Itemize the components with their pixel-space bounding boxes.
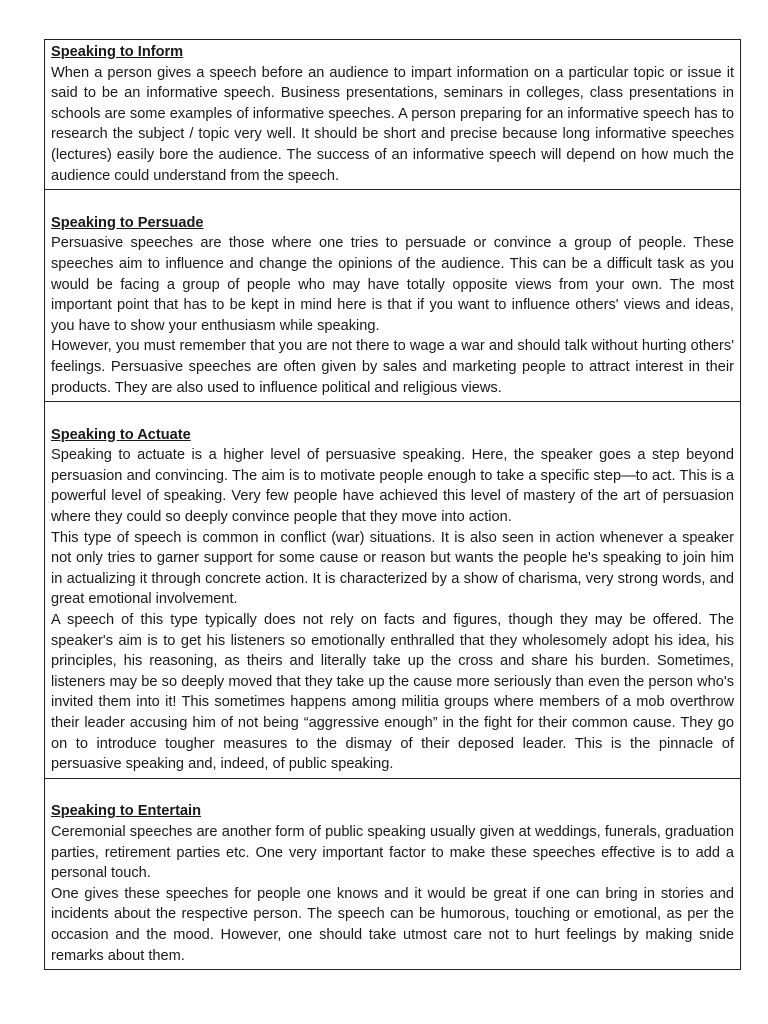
paragraph: One gives these speeches for people one knows and it would be great if one can bring in stories and incidents about the respective person. The speech can be humorous, touching or emotional, as per the occasion and the mood. However, one should take utmost care not to hurt feelings by making snide remarks about them. — [51, 885, 734, 964]
section-row-entertain — [45, 778, 741, 969]
section-row-persuade — [45, 190, 741, 402]
paragraph: A speech of this type typically does not rely on facts and figures, though they may be offered. The speaker's aim is to get his listeners so emotionally enthralled that they wholesomely adopt his idea, his principles, his reasoning, as theirs and literally take up the cross and share his burden. Sometimes, listeners may be so deeply moved that they take up the cause more seriously than even the person who's invited them into it! This sometimes happens among militia groups where members of a mob overthrow their leader accusing him of not being “aggressive enough” in the fight for their common cause. They go on to introduce tougher measures to the dismay of their deposed leader. This is the pinnacle of persuasive speaking and, indeed, of public speaking. — [51, 612, 734, 773]
paragraph: When a person gives a speech before an audience to impart information on a particular topic or issue it said to be an informative speech. Business presentations, seminars in colleges, class presentations in schools are some examples of informative speeches. A person preparing for an informative speech has to research the subject / topic very well. It should be short and precise because long informative speeches (lectures) easily bore the audience. The success of an informative speech will depend on how much the audience could understand from the speech. — [51, 64, 734, 184]
paragraph: Persuasive speeches are those where one tries to persuade or convince a group of people. These speeches aim to influence and change the opinions of the audience. This can be a difficult task as you would be facing a group of people who may have totally opposite views from your own. The most important point that has to be kept in mind here is that if you want to influence others' views and ideas, you have to show your enthusiasm while speaking. — [51, 235, 734, 334]
section-cell — [45, 190, 741, 402]
section-title: Speaking to Inform — [51, 44, 184, 60]
paragraph: However, you must remember that you are not there to wage a war and should talk without hurting others' feelings. Persuasive speeches are often given by sales and marketing people to attract interest in their products. They are also used to influence political and religious views. — [51, 338, 734, 396]
paragraph: Ceremonial speeches are another form of public speaking usually given at weddings, funerals, graduation parties, retirement parties etc. One very important factor to make these speeches effective is to add a personal touch. — [51, 823, 734, 882]
spacer — [51, 404, 734, 425]
section-title: Speaking to Actuate — [51, 426, 191, 443]
paragraph: Speaking to actuate is a higher level of persuasive speaking. Here, the speaker goes a step beyond persuasion and convincing. The aim is to motivate people enough to take a specific step—to act. This is a powerful level of speaking. Very few people have achieved this level of mastery of the art of persuasion where they could so deeply convince people that they move into action. — [51, 447, 734, 526]
spacer — [51, 192, 734, 213]
section-row-inform — [45, 40, 741, 190]
section-cell — [45, 40, 741, 190]
section-title: Speaking to Persuade — [51, 214, 204, 231]
section-cell — [45, 402, 741, 779]
spacer — [51, 781, 734, 802]
paragraph: This type of speech is common in conflict (war) situations. It is also seen in action whenever a speaker not only tries to garner support for some cause or reason but wants the people he's speaking to join him in actualizing it through concrete action. It is characterized by a show of charisma, very strong words, and great emotional involvement. — [51, 529, 734, 608]
section-cell — [45, 778, 741, 969]
content-table — [44, 39, 741, 970]
section-title: Speaking to Entertain — [51, 803, 202, 820]
section-row-actuate — [45, 402, 741, 779]
